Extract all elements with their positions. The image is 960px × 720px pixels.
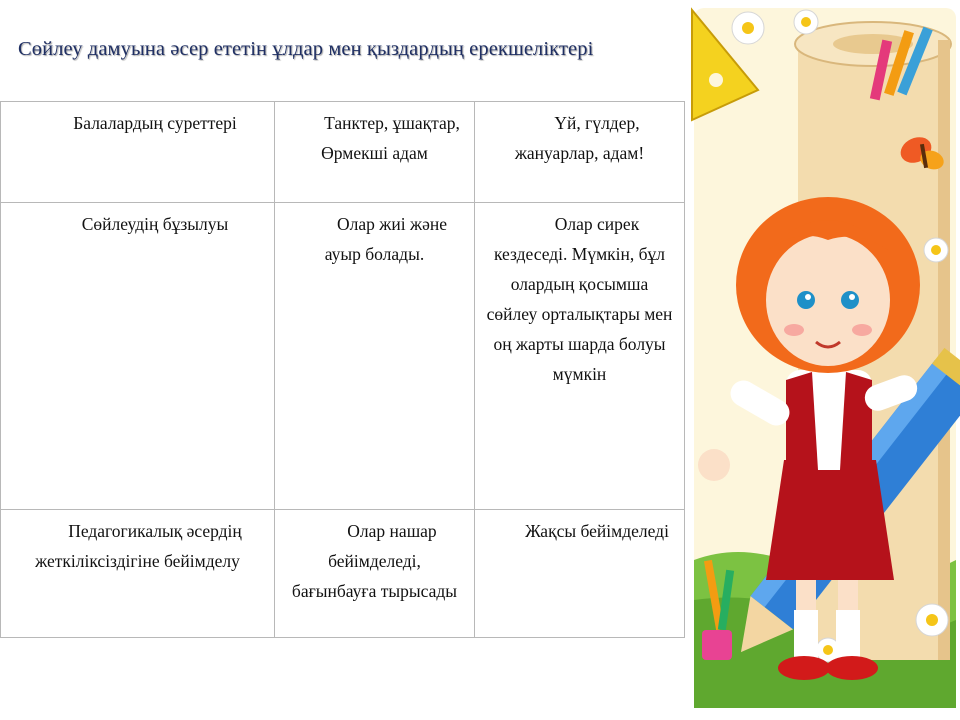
- table-row: [1, 203, 685, 510]
- comparison-table: [0, 101, 685, 638]
- table-cell: Танктер, ұшақтар, Өрмекші адам: [275, 102, 475, 203]
- girl-illustration: [688, 0, 960, 720]
- table-cell: Жақсы бейімделеді: [475, 510, 685, 638]
- table-cell: Олар жиі және ауыр болады.: [275, 203, 475, 510]
- table-row: [1, 102, 685, 203]
- table-cell: Үй, гүлдер, жануарлар, адам!: [475, 102, 685, 203]
- slide-title: Сөйлеу дамуына әсер ететін ұлдар мен қыздардың ерекшеліктері: [18, 38, 594, 60]
- table-cell: Педагогикалық әсердің жеткіліксіздігіне бейімделу: [1, 510, 275, 638]
- table-cell: Олар сирек кездеседі. Мүмкін, бұл олардың қосымша сөйлеу орталықтары мен оң жарты шарда болуы мүмкін: [475, 203, 685, 510]
- table-row: [1, 510, 685, 638]
- table-cell: Сөйлеудің бұзылуы: [1, 203, 275, 510]
- table-cell: Балалардың суреттері: [1, 102, 275, 203]
- table-cell: Олар нашар бейімделеді, бағынбауға тырысады: [275, 510, 475, 638]
